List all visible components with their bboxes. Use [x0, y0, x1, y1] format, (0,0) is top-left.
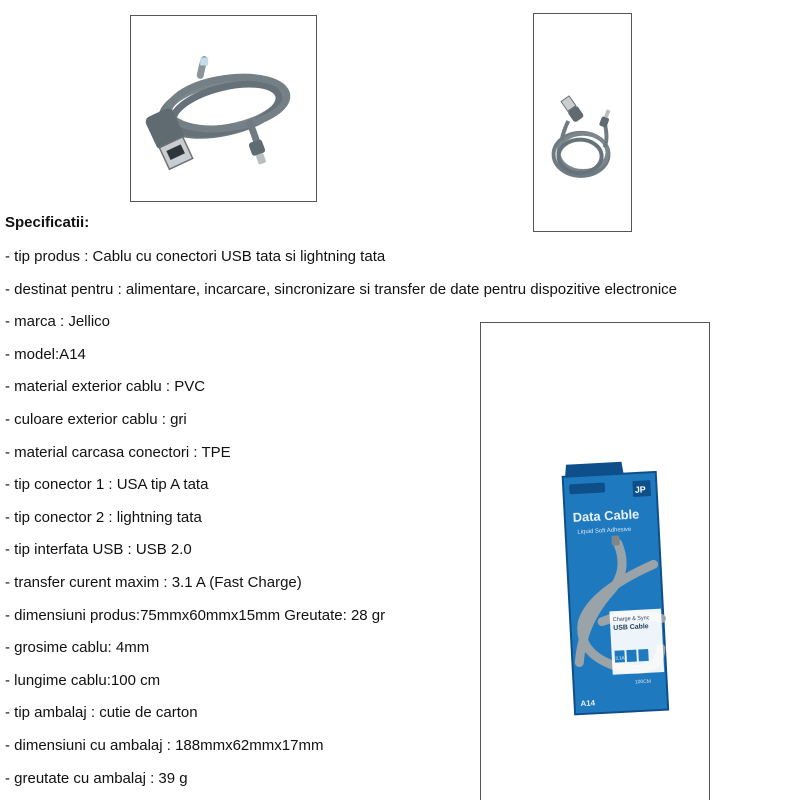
spec-item: - transfer curent maxim : 3.1 A (Fast Charge): [5, 573, 302, 591]
spec-item: - tip conector 2 : lightning tata: [5, 508, 202, 526]
specifications-heading: Specificatii:: [5, 214, 90, 231]
spec-item: - tip interfata USB : USB 2.0: [5, 541, 192, 559]
spec-item: - model:A14: [5, 345, 86, 363]
packaging-illustration: [481, 323, 709, 800]
spec-item: - culoare exterior cablu : gri: [5, 410, 187, 428]
coiled-cable-illustration: [131, 16, 316, 201]
spec-item: - tip ambalaj : cutie de carton: [5, 704, 198, 722]
package-length: 100CM: [634, 679, 652, 686]
spec-item: - dimensiuni produs:75mmx60mmx15mm Greutate: 28 gr: [5, 606, 386, 624]
spec-item: - tip produs : Cablu cu conectori USB tata si lightning tata: [5, 248, 386, 265]
package-title: Data Cable: [572, 506, 640, 525]
cable-connectors-illustration: [534, 14, 631, 231]
product-photo-cable-connectors: [533, 13, 632, 232]
svg-text:JP: JP: [634, 484, 646, 495]
package-amp-label: 3.1A: [615, 655, 625, 661]
spec-item: - tip conector 1 : USA tip A tata: [5, 476, 209, 494]
spec-item: - greutate cu ambalaj : 39 g: [5, 769, 188, 787]
spec-item: - lungime cablu:100 cm: [5, 671, 161, 689]
product-photo-coiled-cable: [130, 15, 317, 202]
spec-item: - material exterior cablu : PVC: [5, 378, 206, 396]
package-badge-line2: USB Cable: [613, 623, 649, 632]
package-subtitle: Liquid Soft Adhesive: [577, 526, 632, 536]
spec-item: - dimensiuni cu ambalaj : 188mmx62mmx17mm: [5, 736, 324, 754]
package-model: A14: [580, 698, 596, 709]
spec-item: - material carcasa conectori : TPE: [5, 443, 231, 461]
spec-item: - marca : Jellico: [5, 313, 111, 331]
spec-item: - grosime cablu: 4mm: [5, 639, 150, 657]
spec-item: - destinat pentru : alimentare, incarcare, sincronizare si transfer de date pentru dispozitive electronice: [5, 280, 678, 298]
product-photo-packaging: [480, 322, 710, 800]
package-badge-line1: Charge & Sync: [612, 615, 650, 624]
